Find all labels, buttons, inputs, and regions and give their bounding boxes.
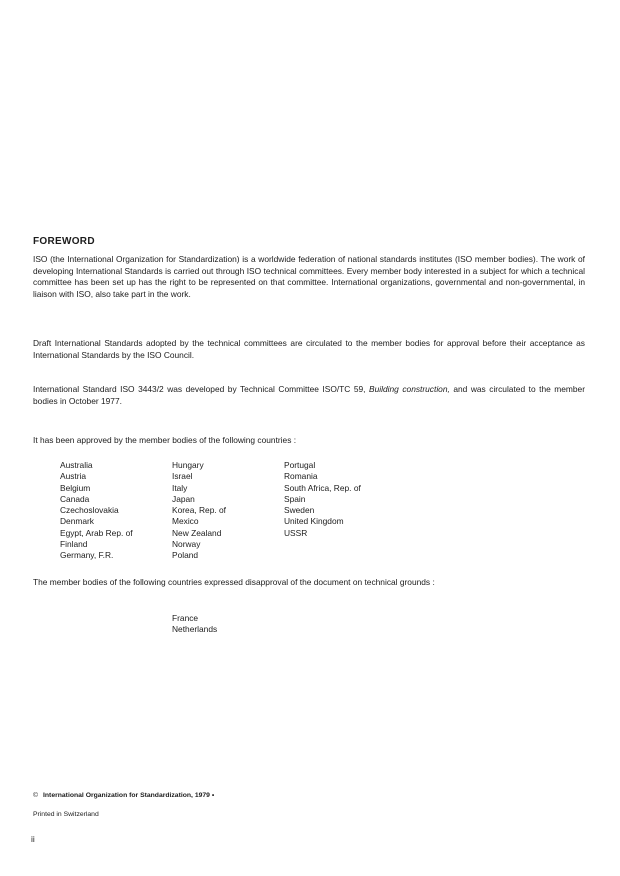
country-item: Italy (172, 482, 188, 493)
paragraph-draft-standards: Draft International Standards adopted by the technical committees are circulated to the member bodies for approval before their acceptance as International Standards by the ISO Council. (33, 338, 585, 360)
country-item: Austria (60, 471, 87, 482)
country-item: Germany, F.R. (60, 550, 114, 561)
country-item: Hungary (172, 460, 204, 470)
country-item: Czechoslovakia (60, 505, 119, 516)
country-column-3 (284, 460, 361, 539)
country-item: Finland (60, 539, 88, 550)
paragraph-iso-intro: ISO (the International Organization for Standardization) is a worldwide federation of national standards institutes (ISO member bodies). The work of developing International Standards is carried out through ISO technical committees. Every member body interested in a subject for which a technical committee has been set up has the right to be represented on that committee. International organizations, governmental and non-governmental, in liaison with ISO, also take part in the work. (33, 254, 585, 299)
country-item: Romania (284, 471, 318, 482)
country-item: Poland (172, 550, 199, 561)
country-item: New Zealand (172, 527, 222, 538)
country-item: USSR (284, 527, 308, 538)
copyright-symbol: © (33, 792, 39, 799)
committee-title: Building construction, (369, 384, 450, 394)
country-column-2 (172, 460, 226, 562)
paragraph-disapproval: The member bodies of the following countries expressed disapproval of the document on technical grounds : (33, 577, 435, 587)
country-column-1 (60, 460, 133, 562)
country-item: United Kingdom (284, 516, 344, 527)
disapproving-countries (172, 613, 217, 636)
country-item: Spain (284, 493, 306, 504)
paragraph-standard-text-1: International Standard ISO 3443/2 was developed by Technical Committee ISO/TC 59, (33, 384, 370, 394)
printed-in: Printed in Switzerland (33, 811, 99, 818)
country-item: South Africa, Rep. of (284, 482, 361, 493)
country-item: Denmark (60, 516, 94, 527)
country-item: Portugal (284, 460, 316, 470)
paragraph-standard-text-2: and was circulated to the member bodies in October 1977. (33, 384, 586, 406)
copyright-line (33, 792, 214, 799)
country-item: Japan (172, 493, 195, 504)
country-item: Korea, Rep. of (172, 505, 227, 516)
paragraph-approval: It has been approved by the member bodies of the following countries : (33, 435, 297, 445)
country-item: Egypt, Arab Rep. of (60, 527, 133, 538)
country-item: Netherlands (172, 624, 218, 635)
country-item: Norway (172, 539, 201, 550)
country-item: Mexico (172, 516, 199, 527)
copyright-text: International Organization for Standardization, 1979 • (43, 792, 215, 799)
country-item: Belgium (60, 482, 91, 493)
paragraph-standard-development (33, 384, 585, 407)
country-item: Australia (60, 460, 93, 470)
foreword-heading: FOREWORD (33, 236, 95, 247)
country-item: France (172, 613, 199, 623)
country-item: Sweden (284, 505, 315, 516)
country-item: Israel (172, 471, 193, 482)
country-item: Canada (60, 493, 90, 504)
page-number: ii (31, 834, 35, 844)
